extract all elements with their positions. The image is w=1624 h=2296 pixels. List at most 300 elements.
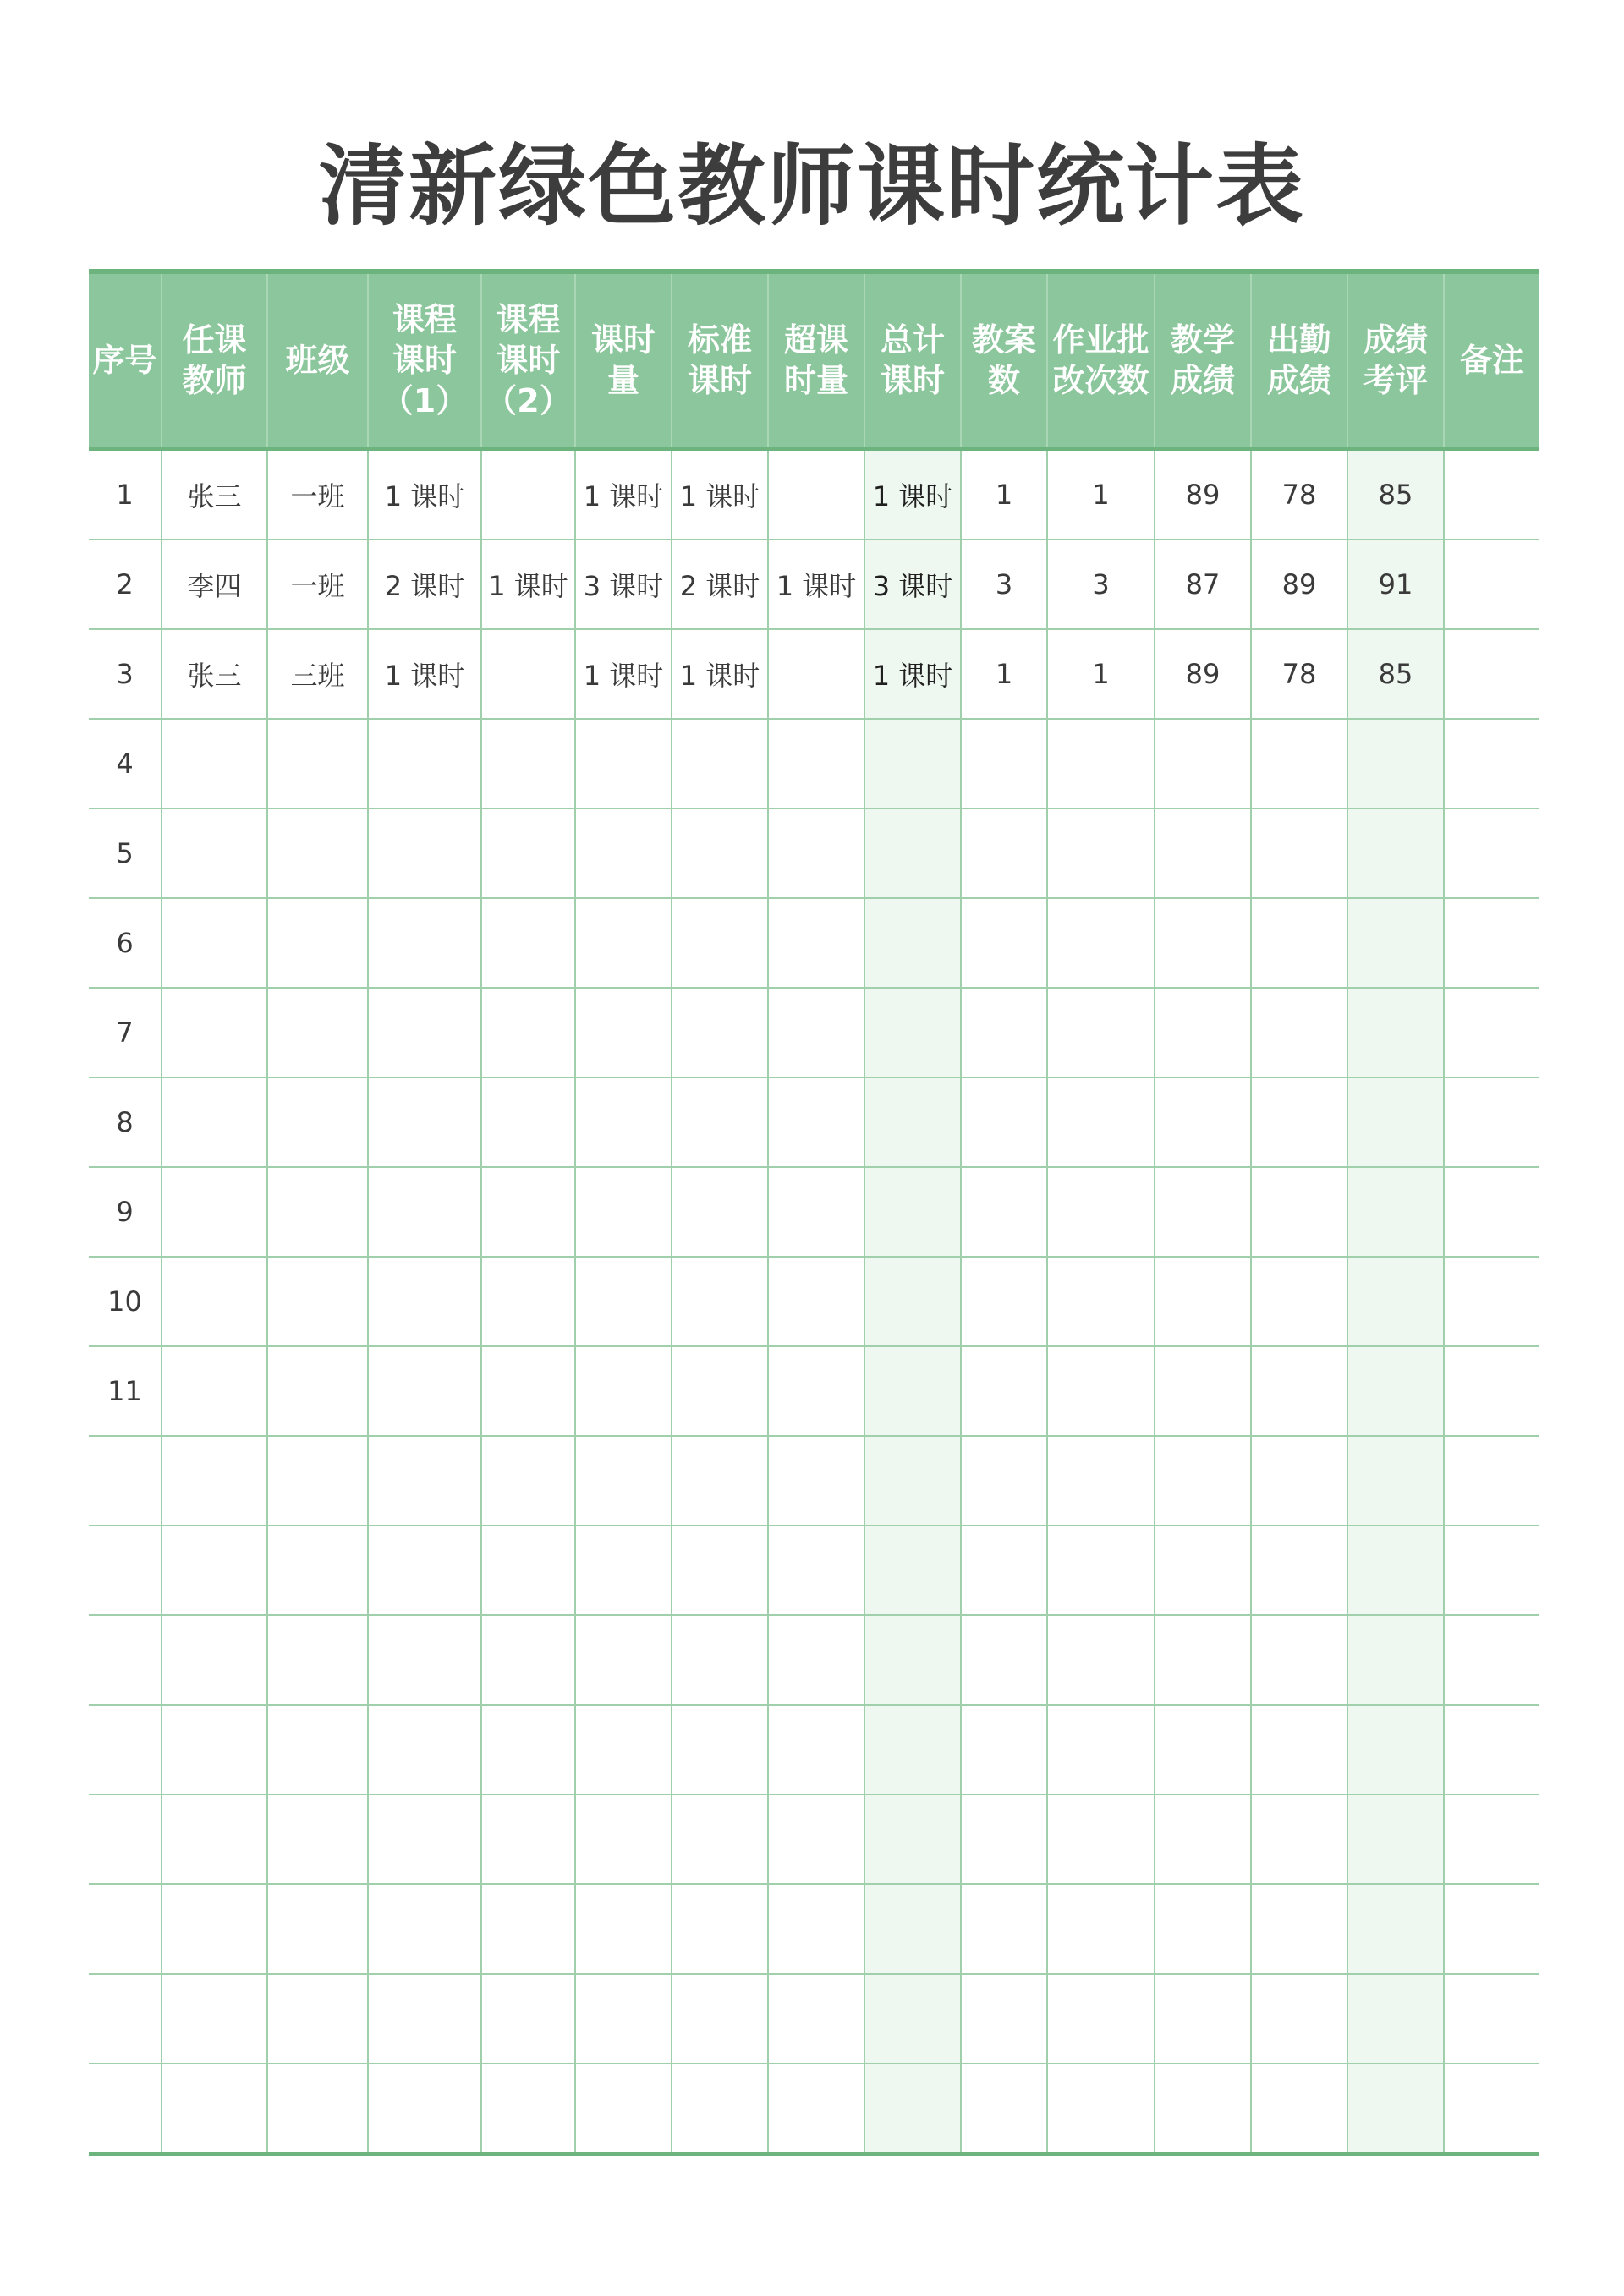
cell-remarks[interactable] bbox=[1444, 1974, 1539, 2063]
cell-homework-grading[interactable]: 1 bbox=[1047, 629, 1155, 719]
cell-homework-grading[interactable] bbox=[1047, 1705, 1155, 1795]
cell-score-evaluation[interactable]: 85 bbox=[1347, 449, 1444, 540]
cell-lesson-plans[interactable]: 1 bbox=[961, 629, 1047, 719]
cell-class[interactable] bbox=[267, 1705, 368, 1795]
cell-course-hours-2[interactable] bbox=[481, 1436, 575, 1526]
cell-overtime-hours[interactable] bbox=[768, 1077, 864, 1167]
cell-remarks[interactable] bbox=[1444, 1167, 1539, 1257]
cell-index[interactable]: 1 bbox=[89, 449, 162, 540]
table-row bbox=[89, 2063, 1539, 2155]
cell-index[interactable] bbox=[89, 2063, 162, 2155]
header-teacher: 任课 教师 bbox=[162, 271, 267, 449]
cell-total-hours[interactable] bbox=[864, 1526, 961, 1615]
cell-hours-amount[interactable] bbox=[575, 1167, 672, 1257]
cell-class[interactable] bbox=[267, 1436, 368, 1526]
cell-hours-amount[interactable] bbox=[575, 1884, 672, 1974]
cell-total-hours[interactable] bbox=[864, 719, 961, 808]
cell-overtime-hours[interactable] bbox=[768, 1436, 864, 1526]
cell-course-hours-1[interactable] bbox=[368, 898, 481, 988]
cell-course-hours-1[interactable] bbox=[368, 988, 481, 1077]
cell-remarks[interactable] bbox=[1444, 988, 1539, 1077]
cell-teacher[interactable] bbox=[162, 1884, 267, 1974]
cell-index[interactable]: 2 bbox=[89, 540, 162, 629]
cell-overtime-hours[interactable] bbox=[768, 808, 864, 898]
cell-lesson-plans[interactable]: 1 bbox=[961, 449, 1047, 540]
cell-hours-amount[interactable] bbox=[575, 1077, 672, 1167]
cell-teacher[interactable] bbox=[162, 1167, 267, 1257]
cell-teaching-score[interactable] bbox=[1155, 1795, 1251, 1884]
cell-total-hours[interactable] bbox=[864, 808, 961, 898]
cell-remarks[interactable] bbox=[1444, 1705, 1539, 1795]
cell-homework-grading[interactable] bbox=[1047, 1526, 1155, 1615]
cell-course-hours-2[interactable] bbox=[481, 1346, 575, 1436]
cell-remarks[interactable] bbox=[1444, 808, 1539, 898]
cell-index[interactable] bbox=[89, 1974, 162, 2063]
cell-attendance-score[interactable] bbox=[1251, 719, 1347, 808]
cell-course-hours-2[interactable] bbox=[481, 719, 575, 808]
cell-index[interactable]: 8 bbox=[89, 1077, 162, 1167]
cell-score-evaluation[interactable]: 85 bbox=[1347, 629, 1444, 719]
cell-index[interactable] bbox=[89, 1795, 162, 1884]
cell-homework-grading[interactable] bbox=[1047, 1974, 1155, 2063]
cell-teacher[interactable] bbox=[162, 1077, 267, 1167]
cell-standard-hours[interactable] bbox=[672, 1436, 768, 1526]
cell-score-evaluation[interactable] bbox=[1347, 1257, 1444, 1346]
cell-teacher[interactable] bbox=[162, 1615, 267, 1705]
cell-course-hours-1[interactable] bbox=[368, 1526, 481, 1615]
cell-attendance-score[interactable]: 78 bbox=[1251, 629, 1347, 719]
table-row bbox=[89, 1077, 1539, 1167]
cell-teaching-score[interactable] bbox=[1155, 1346, 1251, 1436]
cell-hours-amount[interactable] bbox=[575, 808, 672, 898]
cell-homework-grading[interactable] bbox=[1047, 1795, 1155, 1884]
cell-standard-hours[interactable] bbox=[672, 988, 768, 1077]
cell-total-hours[interactable] bbox=[864, 1346, 961, 1436]
cell-homework-grading[interactable] bbox=[1047, 719, 1155, 808]
cell-course-hours-2[interactable] bbox=[481, 2063, 575, 2155]
cell-course-hours-1[interactable] bbox=[368, 1884, 481, 1974]
cell-class[interactable]: 三班 bbox=[267, 629, 368, 719]
cell-course-hours-1[interactable] bbox=[368, 1615, 481, 1705]
cell-teaching-score[interactable] bbox=[1155, 1167, 1251, 1257]
cell-teaching-score[interactable] bbox=[1155, 898, 1251, 988]
cell-teaching-score[interactable] bbox=[1155, 719, 1251, 808]
cell-overtime-hours[interactable] bbox=[768, 2063, 864, 2155]
cell-hours-amount[interactable]: 1 课时 bbox=[575, 629, 672, 719]
cell-lesson-plans[interactable] bbox=[961, 1705, 1047, 1795]
cell-lesson-plans[interactable] bbox=[961, 1884, 1047, 1974]
cell-score-evaluation[interactable] bbox=[1347, 1974, 1444, 2063]
cell-homework-grading[interactable] bbox=[1047, 988, 1155, 1077]
cell-course-hours-2[interactable] bbox=[481, 1167, 575, 1257]
cell-attendance-score[interactable] bbox=[1251, 2063, 1347, 2155]
cell-overtime-hours[interactable] bbox=[768, 898, 864, 988]
cell-course-hours-1[interactable] bbox=[368, 719, 481, 808]
cell-total-hours[interactable]: 3 课时 bbox=[864, 540, 961, 629]
cell-overtime-hours[interactable]: 1 课时 bbox=[768, 540, 864, 629]
cell-score-evaluation[interactable] bbox=[1347, 808, 1444, 898]
cell-score-evaluation[interactable] bbox=[1347, 719, 1444, 808]
cell-teaching-score[interactable] bbox=[1155, 1705, 1251, 1795]
cell-homework-grading[interactable]: 1 bbox=[1047, 449, 1155, 540]
cell-score-evaluation[interactable] bbox=[1347, 1884, 1444, 1974]
cell-attendance-score[interactable] bbox=[1251, 808, 1347, 898]
cell-standard-hours[interactable]: 1 课时 bbox=[672, 449, 768, 540]
cell-remarks[interactable] bbox=[1444, 1257, 1539, 1346]
cell-total-hours[interactable] bbox=[864, 1167, 961, 1257]
cell-standard-hours[interactable] bbox=[672, 1795, 768, 1884]
cell-teacher[interactable] bbox=[162, 1257, 267, 1346]
cell-course-hours-2[interactable] bbox=[481, 1884, 575, 1974]
cell-course-hours-2[interactable] bbox=[481, 1974, 575, 2063]
cell-class[interactable] bbox=[267, 1974, 368, 2063]
cell-class[interactable] bbox=[267, 1884, 368, 1974]
cell-attendance-score[interactable] bbox=[1251, 1884, 1347, 1974]
cell-overtime-hours[interactable] bbox=[768, 1526, 864, 1615]
cell-standard-hours[interactable]: 2 课时 bbox=[672, 540, 768, 629]
table-row bbox=[89, 808, 1539, 898]
cell-remarks[interactable] bbox=[1444, 1346, 1539, 1436]
cell-course-hours-2[interactable] bbox=[481, 449, 575, 540]
cell-course-hours-1[interactable] bbox=[368, 2063, 481, 2155]
cell-lesson-plans[interactable] bbox=[961, 1167, 1047, 1257]
cell-overtime-hours[interactable] bbox=[768, 719, 864, 808]
cell-hours-amount[interactable] bbox=[575, 1795, 672, 1884]
table-row bbox=[89, 1974, 1539, 2063]
cell-teaching-score[interactable] bbox=[1155, 1615, 1251, 1705]
cell-remarks[interactable] bbox=[1444, 1526, 1539, 1615]
cell-hours-amount[interactable] bbox=[575, 1615, 672, 1705]
cell-remarks[interactable] bbox=[1444, 719, 1539, 808]
cell-homework-grading[interactable] bbox=[1047, 1346, 1155, 1436]
cell-homework-grading[interactable] bbox=[1047, 1884, 1155, 1974]
cell-remarks[interactable] bbox=[1444, 1795, 1539, 1884]
cell-standard-hours[interactable] bbox=[672, 898, 768, 988]
cell-total-hours[interactable] bbox=[864, 1436, 961, 1526]
cell-score-evaluation[interactable] bbox=[1347, 1526, 1444, 1615]
cell-lesson-plans[interactable] bbox=[961, 1615, 1047, 1705]
cell-index[interactable] bbox=[89, 1526, 162, 1615]
header-total-hours: 总计 课时 bbox=[864, 271, 961, 449]
cell-class[interactable] bbox=[267, 1346, 368, 1436]
cell-teacher[interactable] bbox=[162, 719, 267, 808]
cell-hours-amount[interactable] bbox=[575, 988, 672, 1077]
cell-lesson-plans[interactable] bbox=[961, 1346, 1047, 1436]
cell-attendance-score[interactable] bbox=[1251, 988, 1347, 1077]
cell-total-hours[interactable]: 1 课时 bbox=[864, 449, 961, 540]
cell-score-evaluation[interactable] bbox=[1347, 988, 1444, 1077]
cell-attendance-score[interactable] bbox=[1251, 1346, 1347, 1436]
cell-class[interactable] bbox=[267, 898, 368, 988]
cell-homework-grading[interactable] bbox=[1047, 898, 1155, 988]
cell-course-hours-2[interactable] bbox=[481, 808, 575, 898]
cell-teaching-score[interactable] bbox=[1155, 1077, 1251, 1167]
cell-total-hours[interactable]: 1 课时 bbox=[864, 629, 961, 719]
cell-index[interactable]: 5 bbox=[89, 808, 162, 898]
cell-teaching-score[interactable] bbox=[1155, 808, 1251, 898]
cell-standard-hours[interactable] bbox=[672, 808, 768, 898]
cell-homework-grading[interactable] bbox=[1047, 1257, 1155, 1346]
cell-index[interactable]: 9 bbox=[89, 1167, 162, 1257]
cell-class[interactable] bbox=[267, 1615, 368, 1705]
cell-homework-grading[interactable] bbox=[1047, 1077, 1155, 1167]
cell-course-hours-1[interactable]: 2 课时 bbox=[368, 540, 481, 629]
cell-remarks[interactable] bbox=[1444, 1077, 1539, 1167]
cell-teaching-score[interactable] bbox=[1155, 988, 1251, 1077]
cell-homework-grading[interactable] bbox=[1047, 1615, 1155, 1705]
cell-class[interactable] bbox=[267, 808, 368, 898]
cell-score-evaluation[interactable] bbox=[1347, 1346, 1444, 1436]
cell-course-hours-2[interactable]: 1 课时 bbox=[481, 540, 575, 629]
cell-teaching-score[interactable]: 87 bbox=[1155, 540, 1251, 629]
cell-attendance-score[interactable] bbox=[1251, 1257, 1347, 1346]
cell-course-hours-1[interactable] bbox=[368, 1795, 481, 1884]
cell-score-evaluation[interactable] bbox=[1347, 1615, 1444, 1705]
cell-hours-amount[interactable]: 1 课时 bbox=[575, 449, 672, 540]
cell-score-evaluation[interactable]: 91 bbox=[1347, 540, 1444, 629]
cell-score-evaluation[interactable] bbox=[1347, 2063, 1444, 2155]
cell-index[interactable] bbox=[89, 1884, 162, 1974]
cell-remarks[interactable] bbox=[1444, 629, 1539, 719]
cell-lesson-plans[interactable] bbox=[961, 2063, 1047, 2155]
cell-index[interactable]: 11 bbox=[89, 1346, 162, 1436]
cell-course-hours-2[interactable] bbox=[481, 629, 575, 719]
cell-course-hours-2[interactable] bbox=[481, 1795, 575, 1884]
cell-course-hours-2[interactable] bbox=[481, 1526, 575, 1615]
cell-overtime-hours[interactable] bbox=[768, 988, 864, 1077]
cell-standard-hours[interactable] bbox=[672, 719, 768, 808]
cell-teaching-score[interactable] bbox=[1155, 1884, 1251, 1974]
cell-course-hours-2[interactable] bbox=[481, 898, 575, 988]
cell-teacher[interactable]: 张三 bbox=[162, 629, 267, 719]
cell-remarks[interactable] bbox=[1444, 1436, 1539, 1526]
cell-total-hours[interactable] bbox=[864, 898, 961, 988]
cell-lesson-plans[interactable] bbox=[961, 988, 1047, 1077]
cell-score-evaluation[interactable] bbox=[1347, 1795, 1444, 1884]
cell-course-hours-1[interactable] bbox=[368, 1974, 481, 2063]
cell-attendance-score[interactable]: 78 bbox=[1251, 449, 1347, 540]
cell-index[interactable] bbox=[89, 1705, 162, 1795]
cell-hours-amount[interactable] bbox=[575, 1526, 672, 1615]
cell-total-hours[interactable] bbox=[864, 988, 961, 1077]
cell-score-evaluation[interactable] bbox=[1347, 1077, 1444, 1167]
cell-course-hours-2[interactable] bbox=[481, 1257, 575, 1346]
cell-standard-hours[interactable] bbox=[672, 1705, 768, 1795]
cell-total-hours[interactable] bbox=[864, 1795, 961, 1884]
cell-standard-hours[interactable] bbox=[672, 1526, 768, 1615]
cell-teaching-score[interactable] bbox=[1155, 1974, 1251, 2063]
cell-teaching-score[interactable] bbox=[1155, 1436, 1251, 1526]
cell-teacher[interactable]: 张三 bbox=[162, 449, 267, 540]
cell-course-hours-1[interactable] bbox=[368, 1436, 481, 1526]
cell-hours-amount[interactable] bbox=[575, 1705, 672, 1795]
cell-overtime-hours[interactable] bbox=[768, 1346, 864, 1436]
cell-standard-hours[interactable] bbox=[672, 1615, 768, 1705]
cell-hours-amount[interactable] bbox=[575, 898, 672, 988]
cell-overtime-hours[interactable] bbox=[768, 629, 864, 719]
cell-teacher[interactable] bbox=[162, 808, 267, 898]
cell-score-evaluation[interactable] bbox=[1347, 1705, 1444, 1795]
cell-index[interactable]: 3 bbox=[89, 629, 162, 719]
cell-lesson-plans[interactable]: 3 bbox=[961, 540, 1047, 629]
cell-class[interactable]: 一班 bbox=[267, 449, 368, 540]
cell-lesson-plans[interactable] bbox=[961, 1257, 1047, 1346]
header-standard-hours: 标准 课时 bbox=[672, 271, 768, 449]
cell-attendance-score[interactable] bbox=[1251, 1974, 1347, 2063]
cell-total-hours[interactable] bbox=[864, 1257, 961, 1346]
cell-class[interactable] bbox=[267, 1167, 368, 1257]
cell-hours-amount[interactable] bbox=[575, 1436, 672, 1526]
cell-teaching-score[interactable] bbox=[1155, 1526, 1251, 1615]
cell-index[interactable] bbox=[89, 1615, 162, 1705]
cell-total-hours[interactable] bbox=[864, 2063, 961, 2155]
cell-overtime-hours[interactable] bbox=[768, 1257, 864, 1346]
cell-standard-hours[interactable] bbox=[672, 1884, 768, 1974]
cell-lesson-plans[interactable] bbox=[961, 1436, 1047, 1526]
cell-attendance-score[interactable] bbox=[1251, 1077, 1347, 1167]
cell-remarks[interactable] bbox=[1444, 1615, 1539, 1705]
cell-lesson-plans[interactable] bbox=[961, 1795, 1047, 1884]
cell-course-hours-1[interactable] bbox=[368, 1257, 481, 1346]
cell-attendance-score[interactable] bbox=[1251, 1615, 1347, 1705]
cell-total-hours[interactable] bbox=[864, 1615, 961, 1705]
cell-homework-grading[interactable] bbox=[1047, 2063, 1155, 2155]
cell-remarks[interactable] bbox=[1444, 898, 1539, 988]
cell-overtime-hours[interactable] bbox=[768, 1974, 864, 2063]
cell-teacher[interactable] bbox=[162, 898, 267, 988]
cell-class[interactable] bbox=[267, 988, 368, 1077]
table-row bbox=[89, 629, 1539, 719]
cell-hours-amount[interactable] bbox=[575, 2063, 672, 2155]
cell-attendance-score[interactable]: 89 bbox=[1251, 540, 1347, 629]
cell-index[interactable]: 6 bbox=[89, 898, 162, 988]
cell-teacher[interactable] bbox=[162, 988, 267, 1077]
cell-standard-hours[interactable]: 1 课时 bbox=[672, 629, 768, 719]
cell-course-hours-2[interactable] bbox=[481, 1705, 575, 1795]
cell-lesson-plans[interactable] bbox=[961, 898, 1047, 988]
cell-overtime-hours[interactable] bbox=[768, 449, 864, 540]
cell-attendance-score[interactable] bbox=[1251, 1167, 1347, 1257]
cell-lesson-plans[interactable] bbox=[961, 808, 1047, 898]
cell-class[interactable] bbox=[267, 719, 368, 808]
cell-lesson-plans[interactable] bbox=[961, 1974, 1047, 2063]
cell-remarks[interactable] bbox=[1444, 2063, 1539, 2155]
cell-homework-grading[interactable] bbox=[1047, 1167, 1155, 1257]
cell-hours-amount[interactable]: 3 课时 bbox=[575, 540, 672, 629]
cell-hours-amount[interactable] bbox=[575, 719, 672, 808]
header-class: 班级 bbox=[267, 271, 368, 449]
cell-attendance-score[interactable] bbox=[1251, 898, 1347, 988]
cell-hours-amount[interactable] bbox=[575, 1346, 672, 1436]
cell-teacher[interactable] bbox=[162, 1436, 267, 1526]
cell-index[interactable] bbox=[89, 1436, 162, 1526]
cell-teacher[interactable] bbox=[162, 2063, 267, 2155]
cell-attendance-score[interactable] bbox=[1251, 1705, 1347, 1795]
cell-teaching-score[interactable]: 89 bbox=[1155, 449, 1251, 540]
cell-overtime-hours[interactable] bbox=[768, 1167, 864, 1257]
cell-class[interactable] bbox=[267, 1795, 368, 1884]
cell-course-hours-1[interactable] bbox=[368, 1346, 481, 1436]
cell-attendance-score[interactable] bbox=[1251, 1436, 1347, 1526]
table-header-row bbox=[89, 271, 1539, 449]
cell-remarks[interactable] bbox=[1444, 540, 1539, 629]
cell-standard-hours[interactable] bbox=[672, 1346, 768, 1436]
cell-teacher[interactable] bbox=[162, 1974, 267, 2063]
cell-teacher[interactable] bbox=[162, 1526, 267, 1615]
cell-overtime-hours[interactable] bbox=[768, 1615, 864, 1705]
cell-homework-grading[interactable]: 3 bbox=[1047, 540, 1155, 629]
cell-course-hours-1[interactable] bbox=[368, 1077, 481, 1167]
cell-total-hours[interactable] bbox=[864, 1077, 961, 1167]
cell-class[interactable]: 一班 bbox=[267, 540, 368, 629]
cell-hours-amount[interactable] bbox=[575, 1257, 672, 1346]
cell-standard-hours[interactable] bbox=[672, 1167, 768, 1257]
header-course-hours-1: 课程 课时 （1） bbox=[368, 271, 481, 449]
cell-overtime-hours[interactable] bbox=[768, 1705, 864, 1795]
cell-overtime-hours[interactable] bbox=[768, 1884, 864, 1974]
cell-standard-hours[interactable] bbox=[672, 1257, 768, 1346]
cell-lesson-plans[interactable] bbox=[961, 719, 1047, 808]
cell-total-hours[interactable] bbox=[864, 1705, 961, 1795]
cell-hours-amount[interactable] bbox=[575, 1974, 672, 2063]
header-attendance-score: 出勤 成绩 bbox=[1251, 271, 1347, 449]
cell-attendance-score[interactable] bbox=[1251, 1526, 1347, 1615]
header-teaching-score: 教学 成绩 bbox=[1155, 271, 1251, 449]
cell-course-hours-2[interactable] bbox=[481, 1615, 575, 1705]
cell-remarks[interactable] bbox=[1444, 1884, 1539, 1974]
cell-class[interactable] bbox=[267, 1526, 368, 1615]
cell-teaching-score[interactable] bbox=[1155, 2063, 1251, 2155]
cell-course-hours-2[interactable] bbox=[481, 988, 575, 1077]
cell-standard-hours[interactable] bbox=[672, 1077, 768, 1167]
cell-homework-grading[interactable] bbox=[1047, 1436, 1155, 1526]
cell-score-evaluation[interactable] bbox=[1347, 1167, 1444, 1257]
cell-score-evaluation[interactable] bbox=[1347, 898, 1444, 988]
cell-standard-hours[interactable] bbox=[672, 1974, 768, 2063]
cell-index[interactable]: 4 bbox=[89, 719, 162, 808]
cell-course-hours-2[interactable] bbox=[481, 1077, 575, 1167]
cell-lesson-plans[interactable] bbox=[961, 1077, 1047, 1167]
cell-teaching-score[interactable]: 89 bbox=[1155, 629, 1251, 719]
cell-class[interactable] bbox=[267, 2063, 368, 2155]
cell-course-hours-1[interactable] bbox=[368, 1705, 481, 1795]
cell-homework-grading[interactable] bbox=[1047, 808, 1155, 898]
cell-overtime-hours[interactable] bbox=[768, 1795, 864, 1884]
cell-teacher[interactable] bbox=[162, 1705, 267, 1795]
table-row bbox=[89, 1346, 1539, 1436]
cell-teacher[interactable]: 李四 bbox=[162, 540, 267, 629]
cell-index[interactable]: 10 bbox=[89, 1257, 162, 1346]
cell-teaching-score[interactable] bbox=[1155, 1257, 1251, 1346]
cell-course-hours-1[interactable] bbox=[368, 1167, 481, 1257]
cell-index[interactable]: 7 bbox=[89, 988, 162, 1077]
cell-teacher[interactable] bbox=[162, 1795, 267, 1884]
cell-remarks[interactable] bbox=[1444, 449, 1539, 540]
cell-lesson-plans[interactable] bbox=[961, 1526, 1047, 1615]
cell-class[interactable] bbox=[267, 1257, 368, 1346]
cell-score-evaluation[interactable] bbox=[1347, 1436, 1444, 1526]
cell-course-hours-1[interactable]: 1 课时 bbox=[368, 629, 481, 719]
cell-course-hours-1[interactable]: 1 课时 bbox=[368, 449, 481, 540]
cell-class[interactable] bbox=[267, 1077, 368, 1167]
cell-standard-hours[interactable] bbox=[672, 2063, 768, 2155]
cell-total-hours[interactable] bbox=[864, 1884, 961, 1974]
cell-attendance-score[interactable] bbox=[1251, 1795, 1347, 1884]
table-row bbox=[89, 449, 1539, 540]
cell-course-hours-1[interactable] bbox=[368, 808, 481, 898]
cell-teacher[interactable] bbox=[162, 1346, 267, 1436]
cell-total-hours[interactable] bbox=[864, 1974, 961, 2063]
